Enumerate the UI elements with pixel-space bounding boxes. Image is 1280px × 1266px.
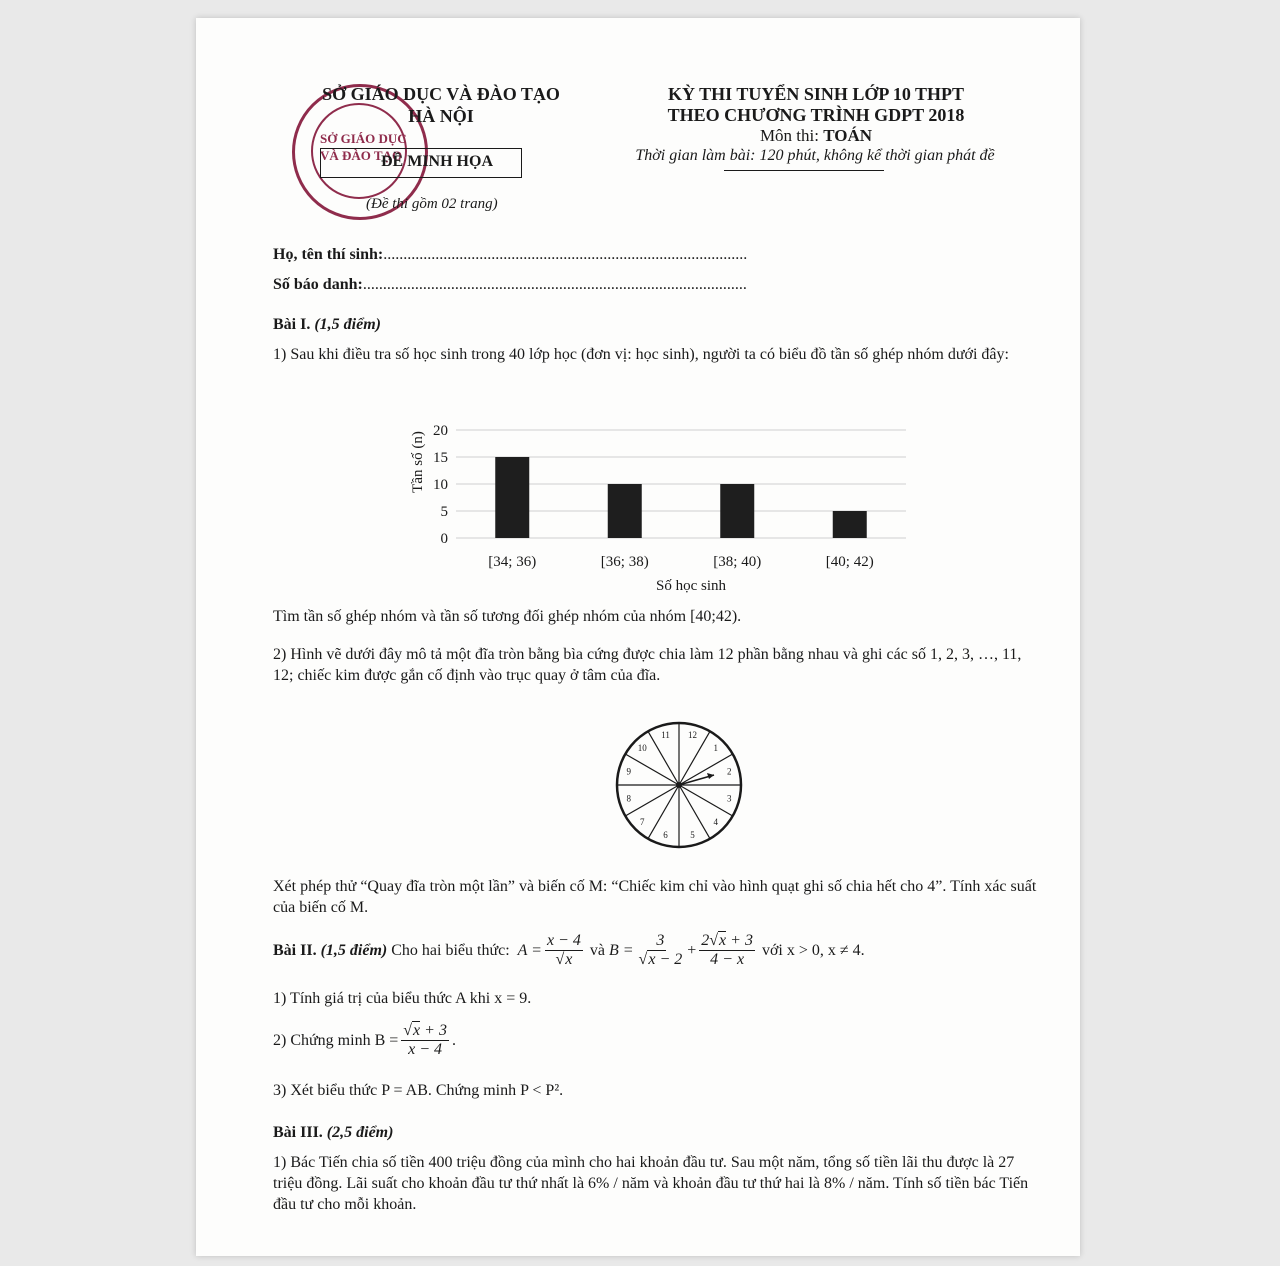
bai2-q3: 3) Xét biểu thức P = AB. Chứng minh P < P².	[273, 1082, 564, 1099]
bai1-q2-question: Xét phép thử “Quay đĩa tròn một lần” và biến cố M: “Chiếc kim chỉ vào hình quạt ghi số chia hết cho 4”. Tính xác suất của biến cố M.	[273, 878, 1037, 916]
bai1-heading	[273, 316, 381, 334]
wheel-spoke	[679, 785, 733, 816]
sqrt-sign: √	[709, 932, 719, 949]
bai2-q2-end: .	[451, 1031, 456, 1049]
expr-a-num: x − 4	[546, 932, 581, 949]
bar	[720, 484, 754, 538]
bai2-q2-den: x − 4	[408, 1041, 443, 1058]
candidate-name-line	[273, 246, 747, 264]
x-tick-label: [34; 36)	[488, 554, 537, 570]
expr-a-lhs: A =	[517, 941, 542, 959]
candidate-name-dots: ...........................................................................................	[383, 246, 748, 263]
bai2-q2-text: 2) Chứng minh B =	[273, 1031, 399, 1049]
x-tick-label: [38; 40)	[713, 554, 762, 570]
bar	[608, 484, 642, 538]
frequency-bar-chart	[386, 392, 916, 602]
wheel-spoke	[679, 754, 733, 785]
exam-program: THEO CHƯƠNG TRÌNH GDPT 2018	[667, 105, 965, 125]
exam-type-box	[320, 148, 522, 178]
y-tick-label: 0	[440, 531, 448, 547]
condition: với x > 0, x ≠ 4.	[761, 941, 865, 959]
bai2-q2-num	[401, 1022, 449, 1041]
department-name: SỞ GIÁO DỤC VÀ ĐÀO TẠO	[322, 84, 560, 104]
wheel-number: 11	[661, 729, 670, 740]
chart-x-ticks	[488, 554, 873, 570]
y-tick-label: 10	[433, 477, 448, 493]
subject-name: TOÁN	[823, 126, 873, 145]
sqrt-sign: √	[638, 951, 648, 968]
sqrt-sign: √	[555, 951, 565, 968]
wheel-number: 7	[639, 816, 645, 827]
wheel-number: 4	[713, 816, 719, 827]
num-rest: + 3	[420, 1022, 447, 1039]
wheel-number: 3	[726, 793, 732, 804]
candidate-id-label: Số báo danh:	[273, 276, 363, 293]
wheel-center	[676, 782, 682, 788]
candidate-id-dots: ................................................................................................	[362, 276, 747, 293]
bai2-q2	[273, 1022, 456, 1059]
coef: 2	[701, 932, 710, 949]
bai3-title: Bài III.	[273, 1124, 323, 1141]
and-word: và	[589, 941, 605, 959]
bai2-title: Bài II.	[273, 941, 317, 959]
expr-a-den	[553, 951, 574, 969]
bai1-q1-text: 1) Sau khi điều tra số học sinh trong 40 lớp học (đơn vị: học sinh), người ta có biểu đồ tần số ghép nhóm dưới đây:	[273, 346, 1009, 363]
wheel-number: 8	[626, 793, 632, 804]
bar	[833, 511, 867, 538]
wheel-number: 9	[626, 766, 632, 777]
bai3-points: (2,5 điểm)	[326, 1124, 394, 1141]
y-tick-label: 5	[440, 504, 448, 520]
den-rest: − 2	[655, 951, 683, 968]
bai1-points: (1,5 điểm)	[314, 316, 381, 333]
bai3-heading	[273, 1124, 393, 1142]
sqrt-sign: √	[403, 1022, 413, 1039]
wheel-spoke	[625, 754, 679, 785]
bai3-q1-text: 1) Bác Tiến chia số tiền 400 triệu đồng của mình cho hai khoản đầu tư. Sau một năm, tổng số tiền lãi thu được là 27 triệu đồng. Lãi suất cho khoản đầu tư thứ nhất là 6% / năm và khoản đầu tư thứ hai là 8% / năm. Tính số tiền bác Tiến đầu tư cho mỗi khoản.	[273, 1154, 1029, 1213]
expr-b-term1-den	[637, 951, 685, 969]
sqrt-radicand: x	[565, 951, 573, 968]
stamp-text-line1: SỞ GIÁO DỤC	[320, 131, 407, 146]
bai2-intro: Cho hai biểu thức:	[391, 941, 510, 959]
y-tick-label: 20	[433, 423, 448, 439]
bai1-q1-question: Tìm tần số ghép nhóm và tần số tương đối ghép nhóm của nhóm [40;42).	[273, 608, 742, 625]
candidate-id-line	[273, 276, 747, 294]
bai1-title: Bài I.	[273, 316, 311, 333]
bai2-q2-fraction	[401, 1022, 449, 1059]
wheel-number: 1	[713, 743, 719, 754]
sqrt-radicand: x	[719, 932, 727, 949]
y-tick-label: 15	[433, 450, 448, 466]
chart-x-axis-label: Số học sinh	[655, 578, 727, 594]
expr-b-term1-num: 3	[656, 932, 665, 949]
bar	[495, 457, 529, 538]
department-city: HÀ NỘI	[408, 106, 474, 126]
time-underline	[724, 170, 884, 171]
expr-a-fraction	[545, 932, 583, 969]
chart-bars	[495, 457, 867, 538]
bai2-points: (1,5 điểm)	[320, 941, 388, 959]
bai1-q2-text: 2) Hình vẽ dưới đây mô tả một đĩa tròn bằng bìa cứng được chia làm 12 phần bằng nhau và ghi các số 1, 2, 3, …, 11, 12; chiếc kim được gắn cố định vào trục quay ở tâm của đĩa.	[273, 646, 1022, 684]
sqrt-radicand: x	[413, 1022, 421, 1039]
wheel-number: 12	[687, 729, 697, 740]
exam-page	[196, 18, 1080, 1256]
expr-b-term1	[637, 932, 685, 969]
wheel-number: 2	[726, 766, 732, 777]
wheel-number: 5	[690, 830, 695, 841]
wheel-number: 10	[637, 743, 647, 754]
subject-label: Môn thi:	[759, 126, 819, 145]
expr-b-term2-num	[699, 932, 755, 951]
chart-y-ticks	[433, 423, 448, 547]
bai2-q1: 1) Tính giá trị của biểu thức A khi x = 9.	[273, 990, 532, 1007]
num-rest: + 3	[726, 932, 753, 949]
plus-sign: +	[687, 941, 697, 959]
subject-line	[616, 126, 1016, 146]
chart-y-axis-label: Tần số (n)	[410, 431, 426, 493]
sqrt-radicand: x	[648, 951, 656, 968]
x-tick-label: [36; 38)	[600, 554, 649, 570]
spinner-wheel	[614, 720, 744, 850]
exam-title: KỲ THI TUYỂN SINH LỚP 10 THPT	[667, 84, 965, 104]
expr-b-lhs: B =	[608, 941, 634, 959]
x-tick-label: [40; 42)	[825, 554, 874, 570]
time-note: Thời gian làm bài: 120 phút, không kể thời gian phát đề	[635, 147, 995, 164]
stamp-text-line2: VÀ ĐÀO TẠO	[320, 148, 403, 163]
wheel-number: 6	[663, 830, 668, 841]
bai2-line	[273, 932, 1053, 969]
expr-b-term2	[699, 932, 755, 969]
candidate-name-label: Họ, tên thí sinh:	[273, 246, 384, 263]
wheel-spoke	[625, 785, 679, 816]
exam-type-label: ĐỀ MINH HỌA	[381, 153, 493, 170]
pages-note: (Đề thi gồm 02 trang)	[366, 196, 498, 212]
expr-b-term2-den: 4 − x	[710, 951, 745, 968]
